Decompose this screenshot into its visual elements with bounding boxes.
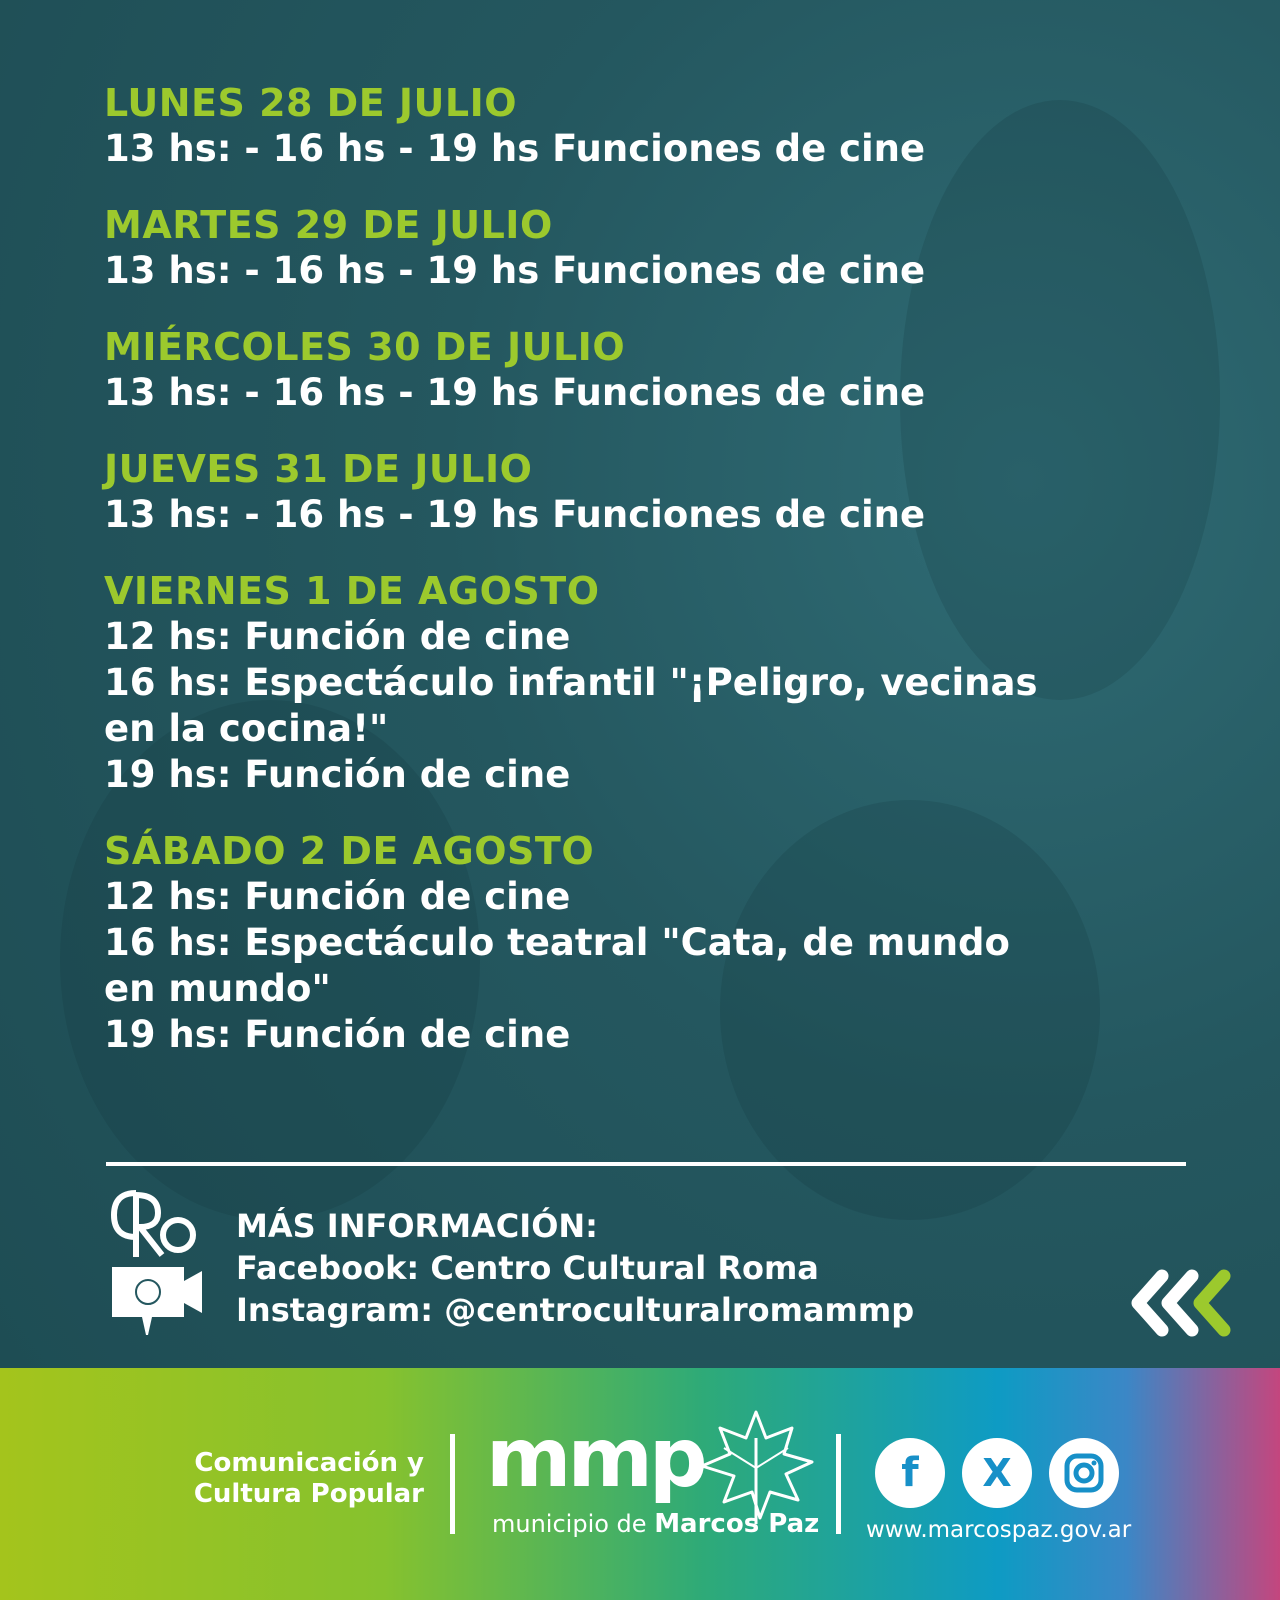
schedule-line: 16 hs: Espectáculo infantil "¡Peligro, vecinas	[104, 661, 1038, 704]
department-line: Comunicación y	[194, 1448, 424, 1478]
day-title: VIERNES 1 DE AGOSTO	[104, 569, 600, 613]
divider	[106, 1162, 1186, 1166]
municipio-label	[492, 1510, 819, 1538]
more-info	[236, 1205, 914, 1331]
schedule-line: 13 hs: - 16 hs - 19 hs Funciones de cine	[104, 249, 926, 292]
footer-separator	[836, 1434, 841, 1534]
schedule-line: 12 hs: Función de cine	[104, 875, 571, 918]
day-title: MIÉRCOLES 30 DE JULIO	[104, 325, 626, 369]
schedule-line: 12 hs: Función de cine	[104, 615, 571, 658]
schedule-line: 13 hs: - 16 hs - 19 hs Funciones de cine	[104, 127, 926, 170]
schedule-line: 16 hs: Espectáculo teatral "Cata, de mundo	[104, 921, 1010, 964]
schedule-line: 19 hs: Función de cine	[104, 1013, 571, 1056]
footer-separator	[450, 1434, 455, 1534]
facebook-icon[interactable]: f	[875, 1438, 945, 1508]
municipio-prefix: municipio de	[492, 1510, 647, 1538]
more-info-title: MÁS INFORMACIÓN:	[236, 1207, 598, 1245]
schedule-day	[104, 324, 1064, 416]
day-title: LUNES 28 DE JULIO	[104, 81, 518, 125]
schedule-line: en mundo"	[104, 967, 331, 1010]
day-title: JUEVES 31 DE JULIO	[104, 447, 533, 491]
day-title: SÁBADO 2 DE AGOSTO	[104, 829, 595, 873]
municipio-name: Marcos Paz	[654, 1509, 820, 1539]
day-title: MARTES 29 DE JULIO	[104, 203, 553, 247]
chevrons-icon	[1128, 1268, 1250, 1338]
department-name	[140, 1448, 424, 1510]
schedule	[104, 80, 1064, 1088]
schedule-day	[104, 828, 1064, 1058]
department-line: Cultura Popular	[193, 1479, 424, 1509]
mmp-logo-text: mmp	[486, 1411, 704, 1506]
schedule-line: 13 hs: - 16 hs - 19 hs Funciones de cine	[104, 371, 926, 414]
schedule-day	[104, 202, 1064, 294]
facebook-link[interactable]: Facebook: Centro Cultural Roma	[236, 1249, 819, 1287]
x-icon[interactable]: X	[962, 1438, 1032, 1508]
schedule-line: en la cocina!"	[104, 707, 389, 750]
schedule-line: 13 hs: - 16 hs - 19 hs Funciones de cine	[104, 493, 926, 536]
schedule-day	[104, 446, 1064, 538]
instagram-icon[interactable]	[1049, 1438, 1119, 1508]
schedule-day	[104, 568, 1064, 798]
centro-cultural-roma-logo	[106, 1185, 206, 1335]
schedule-line: 19 hs: Función de cine	[104, 753, 571, 796]
instagram-link[interactable]: Instagram: @centroculturalromammp	[236, 1291, 915, 1329]
footer	[0, 1368, 1280, 1600]
website-link[interactable]: www.marcospaz.gov.ar	[866, 1517, 1132, 1543]
schedule-day	[104, 80, 1064, 172]
